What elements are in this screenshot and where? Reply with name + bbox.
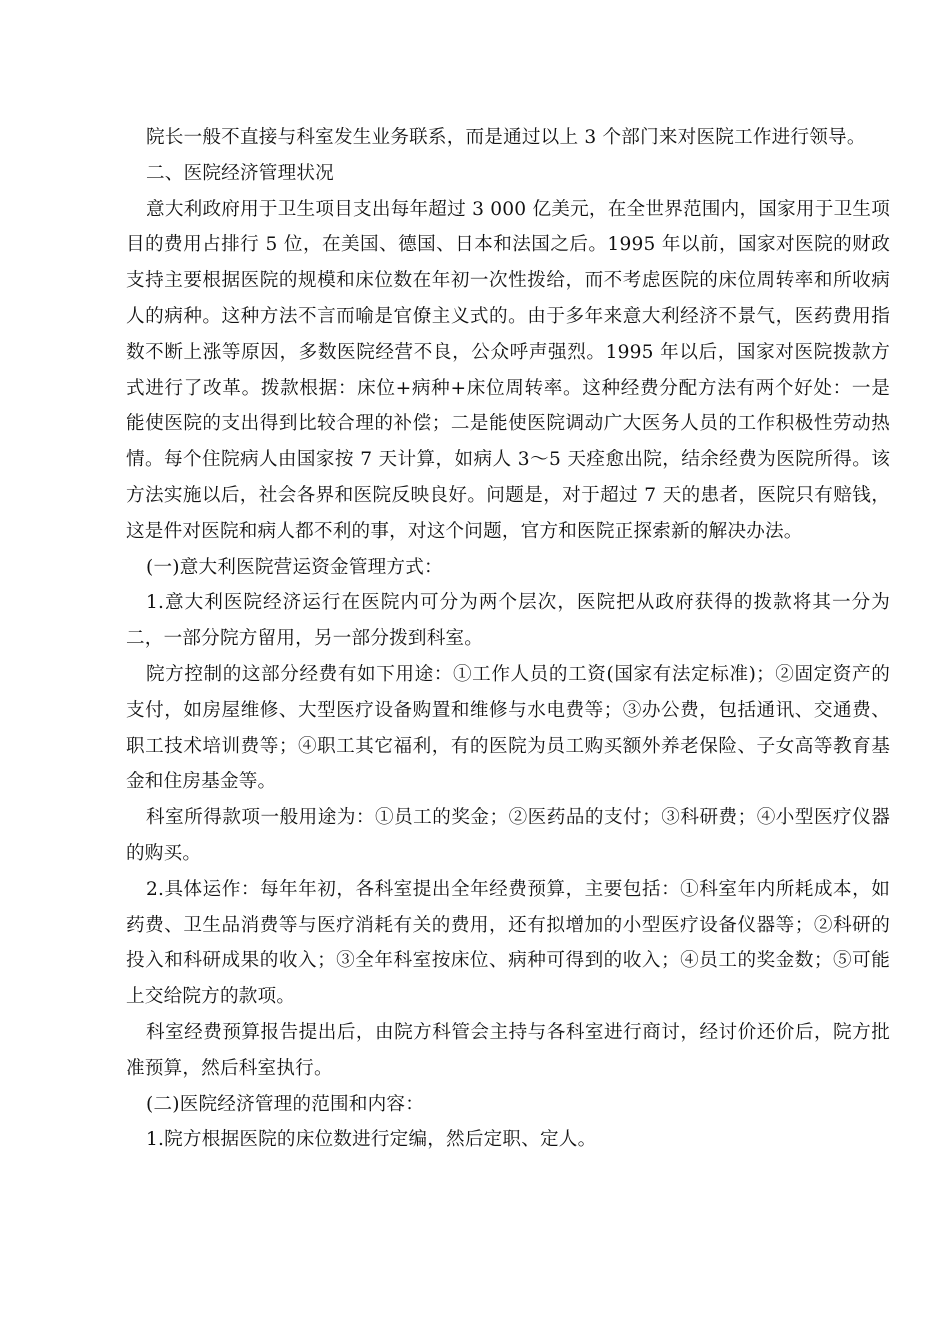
paragraph-budget-approval: 科室经费预算报告提出后，由院方科管会主持与各科室进行商讨，经讨价还价后，院方批准预算，然后科室执行。 — [126, 1021, 890, 1079]
subsection-heading-operating-funds: (一)意大利医院营运资金管理方式： — [146, 556, 443, 578]
paragraph-hospital-funds-usage: 院方控制的这部分经费有如下用途：①工作人员的工资(国家有法定标准)；②固定资产的支付，如房屋维修、大型医疗设备购置和维修与水电费等；③办公费，包括通讯、交通费、职工技术培训费等；④职工其它福利，有的医院为员工购买额外养老保险、子女高等教育基金和住房基金等。 — [126, 663, 890, 793]
paragraph-two-levels: 1.意大利医院经济运行在医院内可分为两个层次，医院把从政府获得的拨款将其一分为二，一部分院方留用，另一部分拨到科室。 — [126, 592, 890, 650]
paragraph-leadership: 院长一般不直接与科室发生业务联系，而是通过以上 3 个部门来对医院工作进行领导。 — [146, 127, 866, 148]
paragraph-staffing: 1.院方根据医院的床位数进行定编，然后定职、定人。 — [146, 1129, 597, 1151]
paragraph-operation-budget: 2.具体运作：每年年初，各科室提出全年经费预算，主要包括：①科室年内所耗成本，如药费、卫生品消费等与医疗消耗有关的费用，还有拟增加的小型医疗设备仪器等；②科研的投入和科研成果的收入；③全年科室按床位、病种可得到的收入；④员工的奖金数；⑤可能上交给院方的款项。 — [126, 878, 890, 1008]
section-heading-economic-management: 二、医院经济管理状况 — [146, 162, 334, 184]
paragraph-department-funds-usage: 科室所得款项一般用途为：①员工的奖金；②医药品的支付；③科研费；④小型医疗仪器的购买。 — [126, 807, 890, 864]
paragraph-government-funding: 意大利政府用于卫生项目支出每年超过 3 000 亿美元，在全世界范围内，国家用于卫生项目的费用占排行 5 位，在美国、德国、日本和法国之后。1995 年以前，国家对医院的财政支持主要根据医院的规模和床位数在年初一次性拨给，而不考虑医院的床位周转率和所收病人的病种。这种方法不言而喻是官僚主义式的。由于多年来意大利经济不景气，医药费用指数不断上涨等原因，多数医院经营不良，公众呼声强烈。1995 年以后，国家对医院拨款方式进行了改革。拨款根据：床位+病种+床位周转率。这种经费分配方法有两个好处：一是能使医院的支出得到比较合理的补偿；二是能使医院调动广大医务人员的工作积极性劳动热情。每个住院病人由国家按 7 天计算，如病人 3～5 天痊愈出院，结余经费为医院所得。该方法实施以后，社会各界和医院反映良好。问题是，对于超过 7 天的患者，医院只有赔钱，这是件对医院和病人都不利的事，对这个问题，官方和医院正探索新的解决办法。 — [126, 198, 890, 542]
subsection-heading-scope: (二)医院经济管理的范围和内容： — [146, 1093, 425, 1115]
document-page — [126, 120, 890, 1158]
